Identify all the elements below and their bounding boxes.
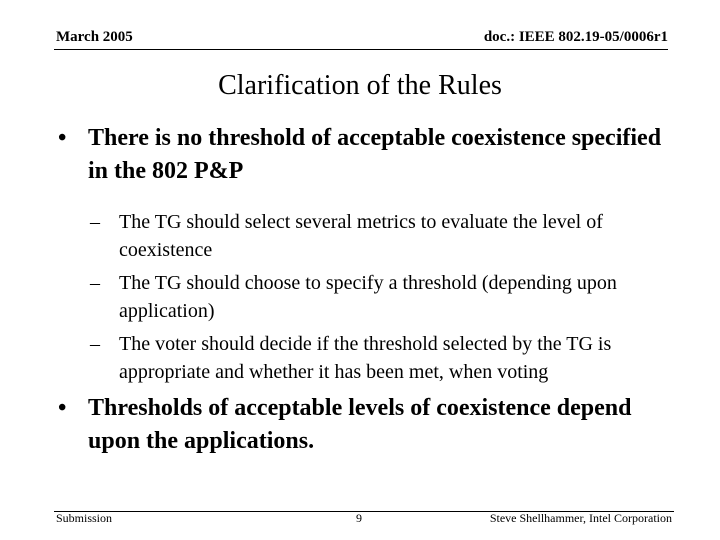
header-date: March 2005 bbox=[56, 29, 133, 45]
bullet-2-marker: • bbox=[58, 395, 67, 421]
bullet-1-sublist bbox=[90, 208, 668, 386]
sub-bullet-2-text: The TG should choose to specify a threshold (depending upon application) bbox=[119, 272, 617, 322]
sub-bullet-2 bbox=[90, 269, 668, 325]
sub-bullet-1 bbox=[90, 208, 668, 264]
sub-bullet-3 bbox=[90, 330, 668, 386]
header-doc-id: doc.: IEEE 802.19-05/0006r1 bbox=[483, 29, 668, 45]
bullet-2-text: Thresholds of acceptable levels of coexistence depend upon the applications. bbox=[88, 395, 632, 454]
footer-author: Steve Shellhammer, Intel Corporation bbox=[489, 511, 672, 525]
header-rule bbox=[54, 49, 668, 50]
bullet-1 bbox=[58, 122, 668, 188]
slide-body bbox=[58, 122, 668, 458]
sub-bullet-3-text: The voter should decide if the threshold selected by the TG is appropriate and whether it has been met, when voting bbox=[119, 333, 612, 383]
sub-bullet-3-marker: – bbox=[90, 333, 100, 355]
sub-bullet-2-marker: – bbox=[90, 272, 100, 294]
slide-title: Clarification of the Rules bbox=[218, 70, 502, 101]
footer-submission: Submission bbox=[56, 511, 113, 525]
bullet-2 bbox=[58, 392, 668, 458]
bullet-1-marker: • bbox=[58, 125, 67, 151]
sub-bullet-1-text: The TG should select several metrics to evaluate the level of coexistence bbox=[119, 211, 603, 261]
sub-bullet-1-marker: – bbox=[90, 211, 100, 233]
bullet-1-text: There is no threshold of acceptable coexistence specified in the 802 P&P bbox=[88, 125, 662, 184]
footer-page-number: 9 bbox=[356, 511, 362, 525]
